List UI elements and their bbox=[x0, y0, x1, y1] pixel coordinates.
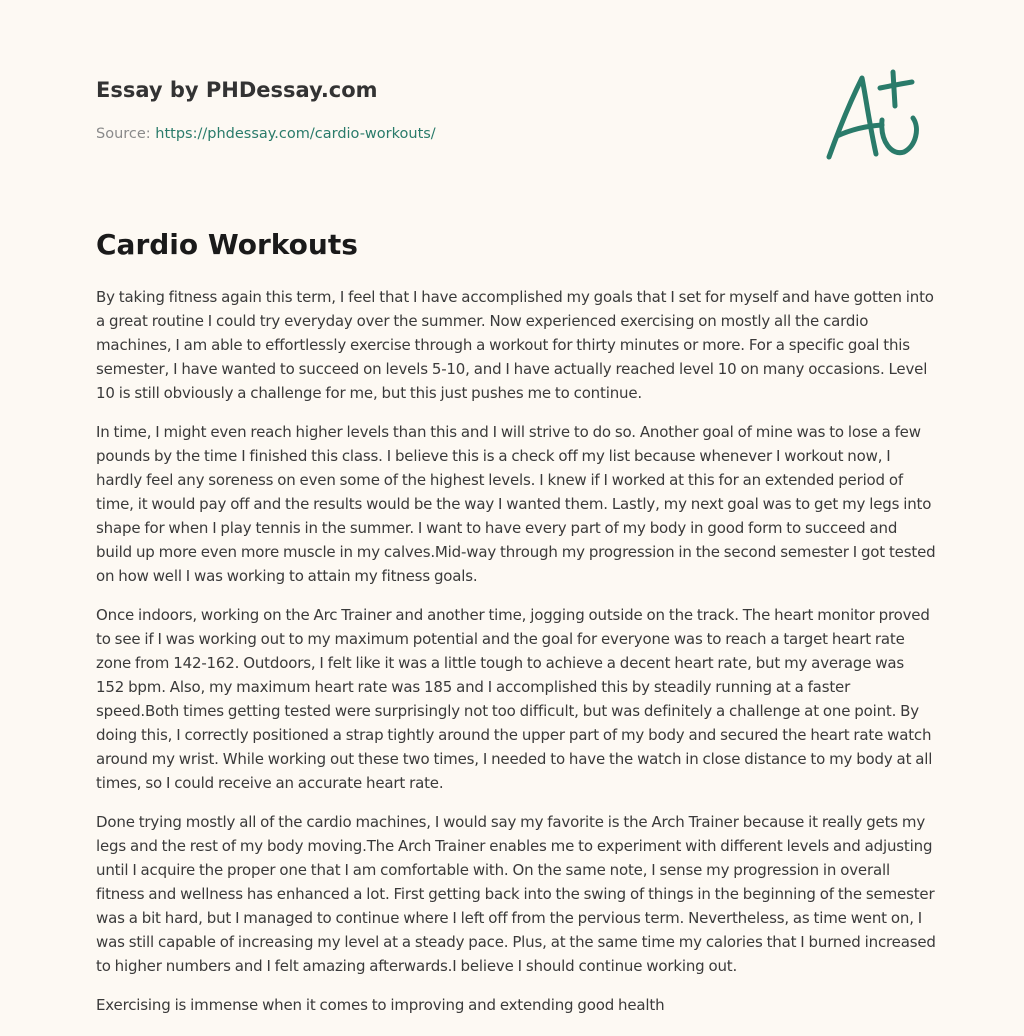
smile-curve bbox=[882, 118, 917, 153]
a-plus-grade-icon bbox=[820, 66, 930, 166]
source-label: Source: bbox=[96, 126, 151, 142]
essay-title: Cardio Workouts bbox=[96, 228, 358, 261]
plus-vertical bbox=[893, 72, 895, 106]
brand-title: Essay by PHDessay.com bbox=[96, 78, 378, 102]
source-line bbox=[96, 124, 796, 144]
essay-paragraph: Once indoors, working on the Arc Trainer and another time, jogging outside on the track. The heart monitor proved to see if I was working out to my maximum potential and the goal for everyone was to reach a target heart rate zone from 142-162. Outdoors, I felt like it was a little tough to achieve a decent heart rate, but my average was 152 bpm. Also, my maximum heart rate was 185 and I accomplished this by steadily running at a faster speed.Both times getting tested were surprisingly not too difficult, but was definitely a challenge at one point. By doing this, I correctly positioned a strap tightly around the upper part of my body and secured the heart rate watch around my wrist. While working out these two times, I needed to have the watch in close distance to my body at all times, so I could receive an accurate heart rate. bbox=[96, 606, 933, 792]
source-link[interactable]: https://phdessay.com/cardio-workouts/ bbox=[155, 126, 436, 142]
letter-a-strokes bbox=[829, 78, 876, 157]
essay-paragraph: In time, I might even reach higher levels than this and I will strive to do so. Another goal of mine was to lose a few pounds by the time I finished this class. I believe this is a check off my list because whenever I workout now, I hardly feel any soreness on even some of the highest levels. I knew if I worked at this for an extended period of time, it would pay off and the results would be the way I wanted them. Lastly, my next goal was to get my legs into shape for when I play tennis in the summer. I want to have every part of my body in good form to succeed and build up more even more muscle in my calves.Mid-way through my progression in the second semester I got tested on how well I was working to attain my fitness goals. bbox=[96, 423, 936, 585]
essay-header bbox=[96, 76, 796, 144]
letter-a-crossbar bbox=[837, 125, 882, 136]
essay-paragraph: By taking fitness again this term, I feel that I have accomplished my goals that I set for myself and have gotten into a great routine I could try everyday over the summer. Now experienced exercising on mostly all the cardio machines, I am able to effortlessly exercise through a workout for thirty minutes or more. For a specific goal this semester, I have wanted to succeed on levels 5-10, and I have actually reached level 10 on many occasions. Level 10 is still obviously a challenge for me, but this just pushes me to continue. bbox=[96, 288, 934, 402]
essay-paragraph: Exercising is immense when it comes to improving and extending good health bbox=[96, 996, 665, 1014]
essay-paragraph: Done trying mostly all of the cardio machines, I would say my favorite is the Arch Trainer because it really gets my legs and the rest of my body moving.The Arch Trainer enables me to experiment with different levels and adjusting until I acquire the proper one that I am comfortable with. On the same note, I sense my progression in overall fitness and wellness has enhanced a lot. First getting back into the swing of things in the beginning of the semester was a bit hard, but I managed to continue where I left off from the pervious term. Nevertheless, as time went on, I was still capable of increasing my level at a steady pace. Plus, at the same time my calories that I burned increased to higher numbers and I felt amazing afterwards.I believe I should continue working out. bbox=[96, 813, 936, 975]
essay-body bbox=[96, 285, 936, 1032]
plus-horizontal bbox=[880, 82, 912, 88]
